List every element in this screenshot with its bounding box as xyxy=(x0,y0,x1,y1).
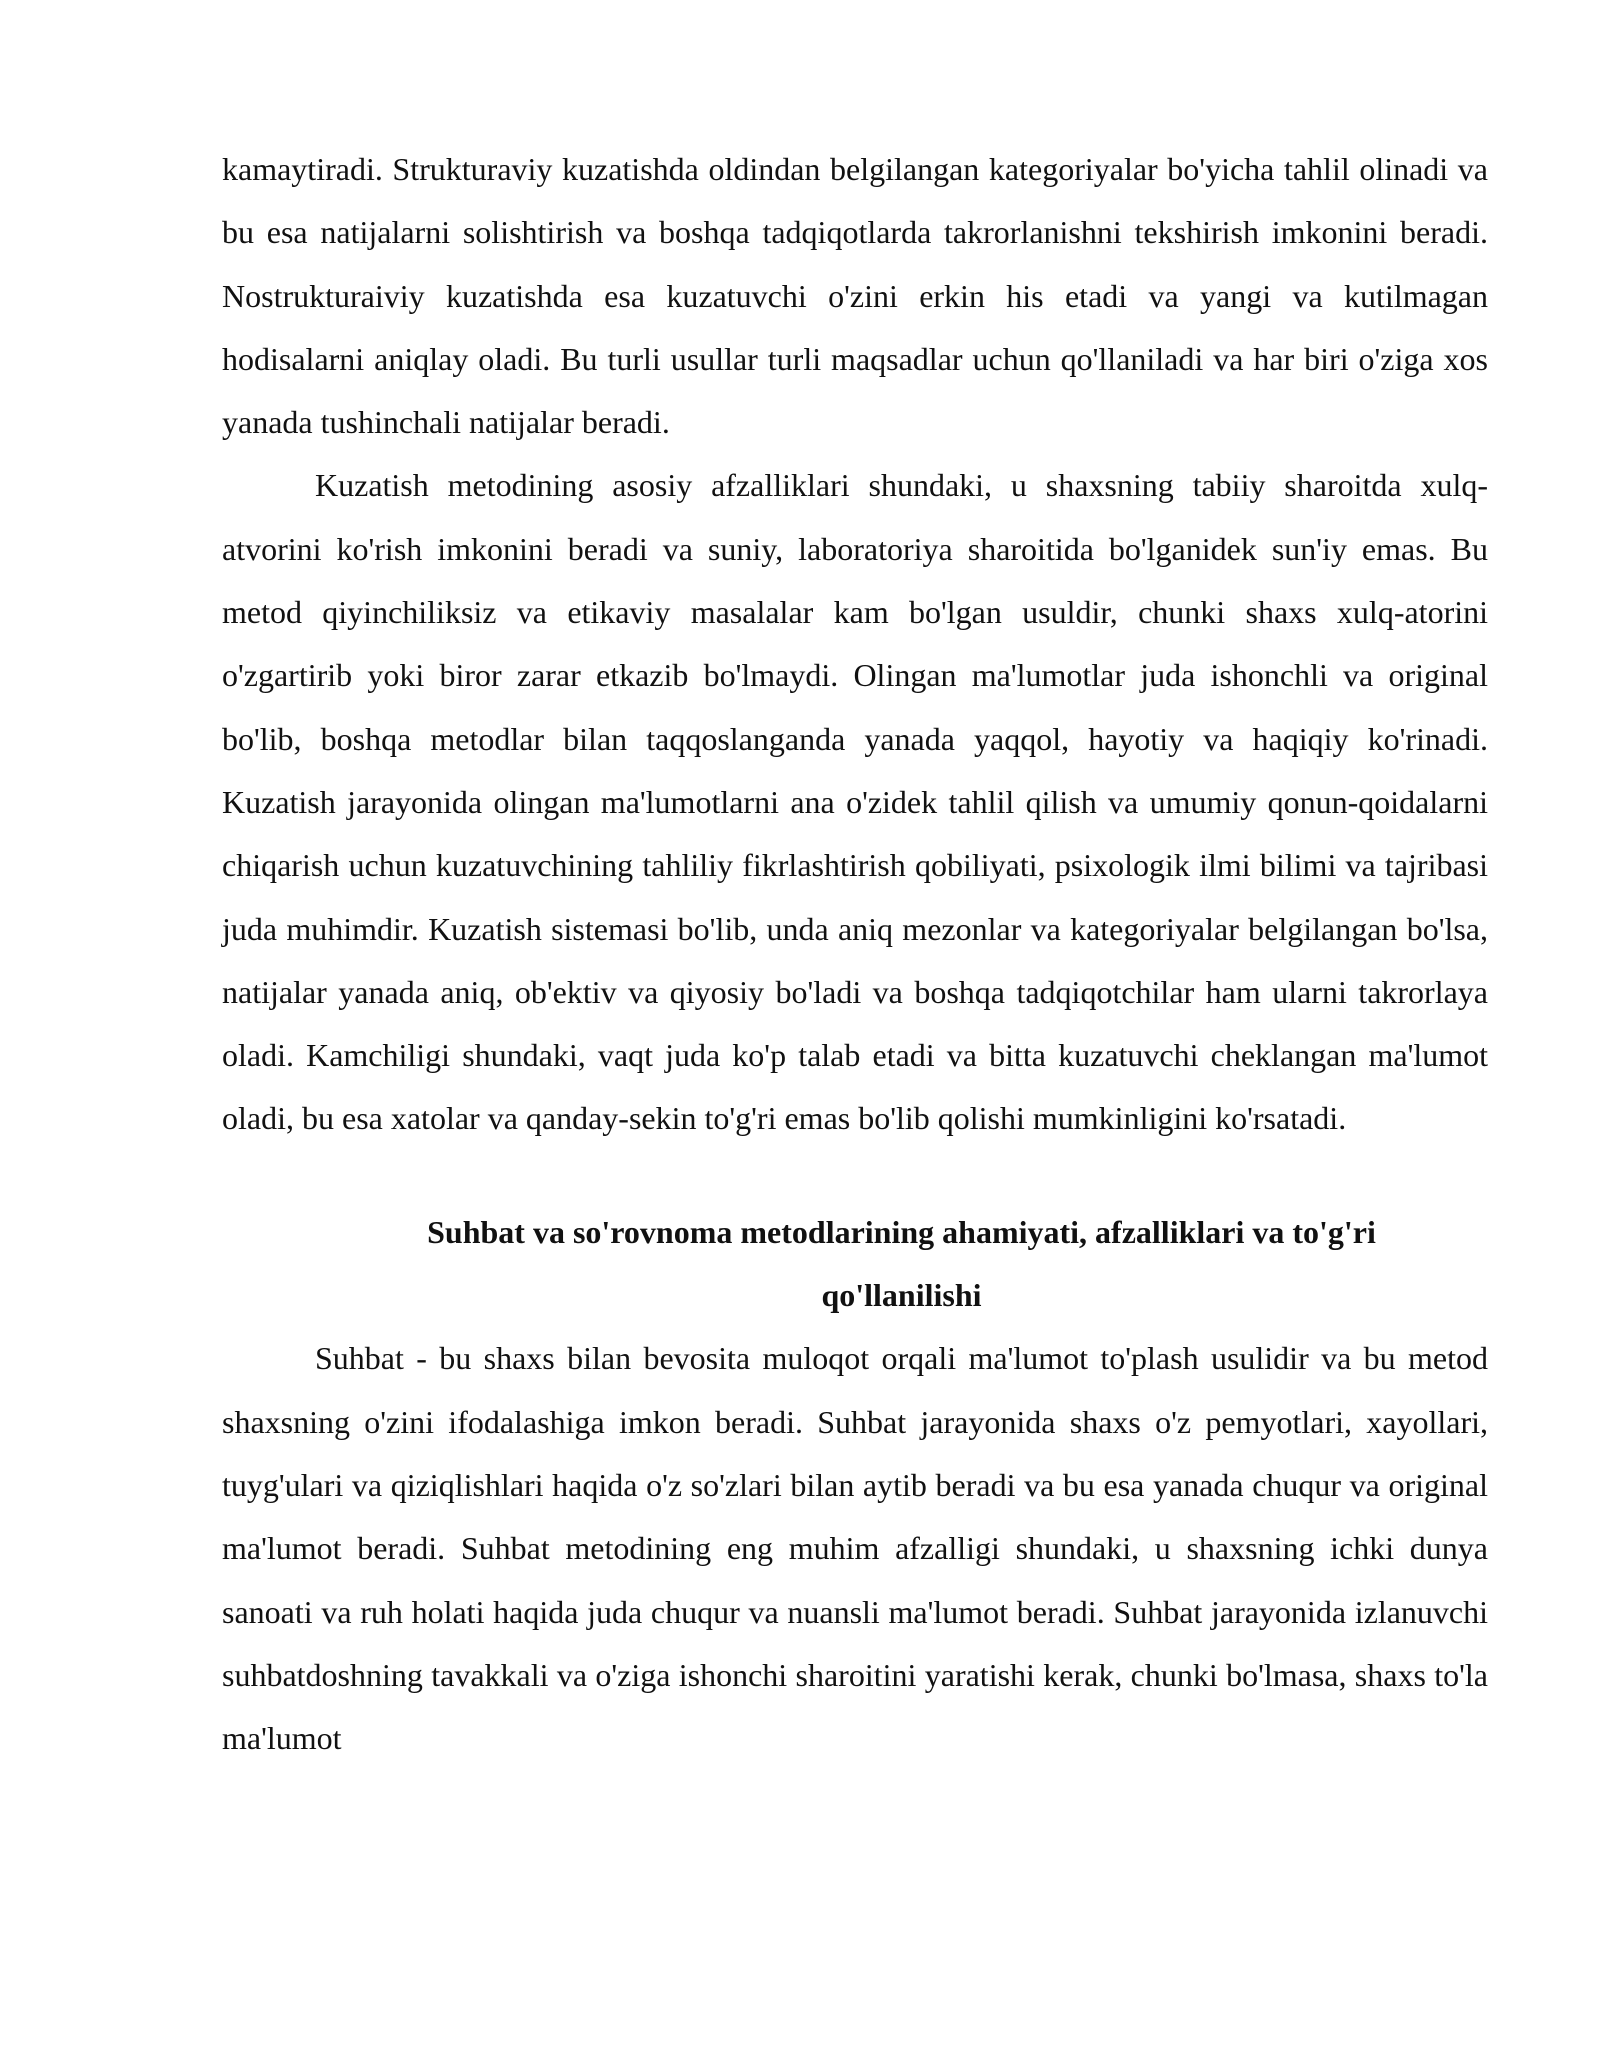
document-page xyxy=(222,138,1488,1770)
paragraph-continuation: kamaytiradi. Strukturaviy kuzatishda oldindan belgilangan kategoriyalar bo'yicha tahlil olinadi va bu esa natijalarni solishtirish va boshqa tadqiqotlarda takrorlanishni tekshirish imkonini beradi. Nostrukturaiviy kuzatishda esa kuzatuvchi o'zini erkin his etadi va yangi va kutilmagan hodisalarni aniqlay oladi. Bu turli usullar turli maqsadlar uchun qo'llaniladi va har biri o'ziga xos yanada tushinchali natijalar beradi. xyxy=(222,151,1488,441)
section-heading-line-2: qo'llanilishi xyxy=(821,1277,982,1314)
paragraph-observation-advantages: Kuzatish metodining asosiy afzalliklari shundaki, u shaxsning tabiiy sharoitda xulq-atvorini ko'rish imkonini beradi va suniy, laboratoriya sharoitida bo'lganidek sun'iy emas. Bu metod qiyinchiliksiz va etikaviy masalalar kam bo'lgan usuldir, chunki shaxs xulq-atorini o'zgartirib yoki biror zarar etkazib bo'lmaydi. Olingan ma'lumotlar juda ishonchli va original bo'lib, boshqa metodlar bilan taqqoslanganda yanada yaqqol, hayotiy va haqiqiy ko'rinadi. Kuzatish jarayonida olingan ma'lumotlarni ana o'zidek tahlil qilish va umumiy qonun-qoidalarni chiqarish uchun kuzatuvchining tahliliy fikrlashtirish qobiliyati, psixologik ilmi bilimi va tajribasi juda muhimdir. Kuzatish sistemasi bo'lib, unda aniq mezonlar va kategoriyalar belgilangan bo'lsa, natijalar yanada aniq, ob'ektiv va qiyosiy bo'ladi va boshqa tadqiqotchilar ham ularni takrorlaya oladi. Kamchiligi shundaki, vaqt juda ko'p talab etadi va bitta kuzatuvchi cheklangan ma'lumot oladi, bu esa xatolar va qanday-sekin to'g'ri emas bo'lib qolishi mumkinligini ko'rsatadi. xyxy=(222,467,1488,1137)
section-heading-line-1: Suhbat va so'rovnoma metodlarining ahamiyati, afzalliklari va to'g'ri xyxy=(427,1213,1376,1250)
paragraph-interview-method: Suhbat - bu shaxs bilan bevosita muloqot orqali ma'lumot to'plash usulidir va bu metod shaxsning o'zini ifodalashiga imkon beradi. Suhbat jarayonida shaxs o'z pemyotlari, xayollari, tuyg'ulari va qiziqlishlari haqida o'z so'zlari bilan aytib beradi va bu esa yanada chuqur va original ma'lumot beradi. Suhbat metodining eng muhim afzalligi shundaki, u shaxsning ichki dunya sanoati va ruh holati haqida juda chuqur va nuansli ma'lumot beradi. Suhbat jarayonida izlanuvchi suhbatdoshning tavakkali va o'ziga ishonchi sharoitini yaratishi kerak, chunki bo'lmasa, shaxs to'la ma'lumot xyxy=(222,1340,1488,1757)
section-heading xyxy=(222,1201,1488,1328)
